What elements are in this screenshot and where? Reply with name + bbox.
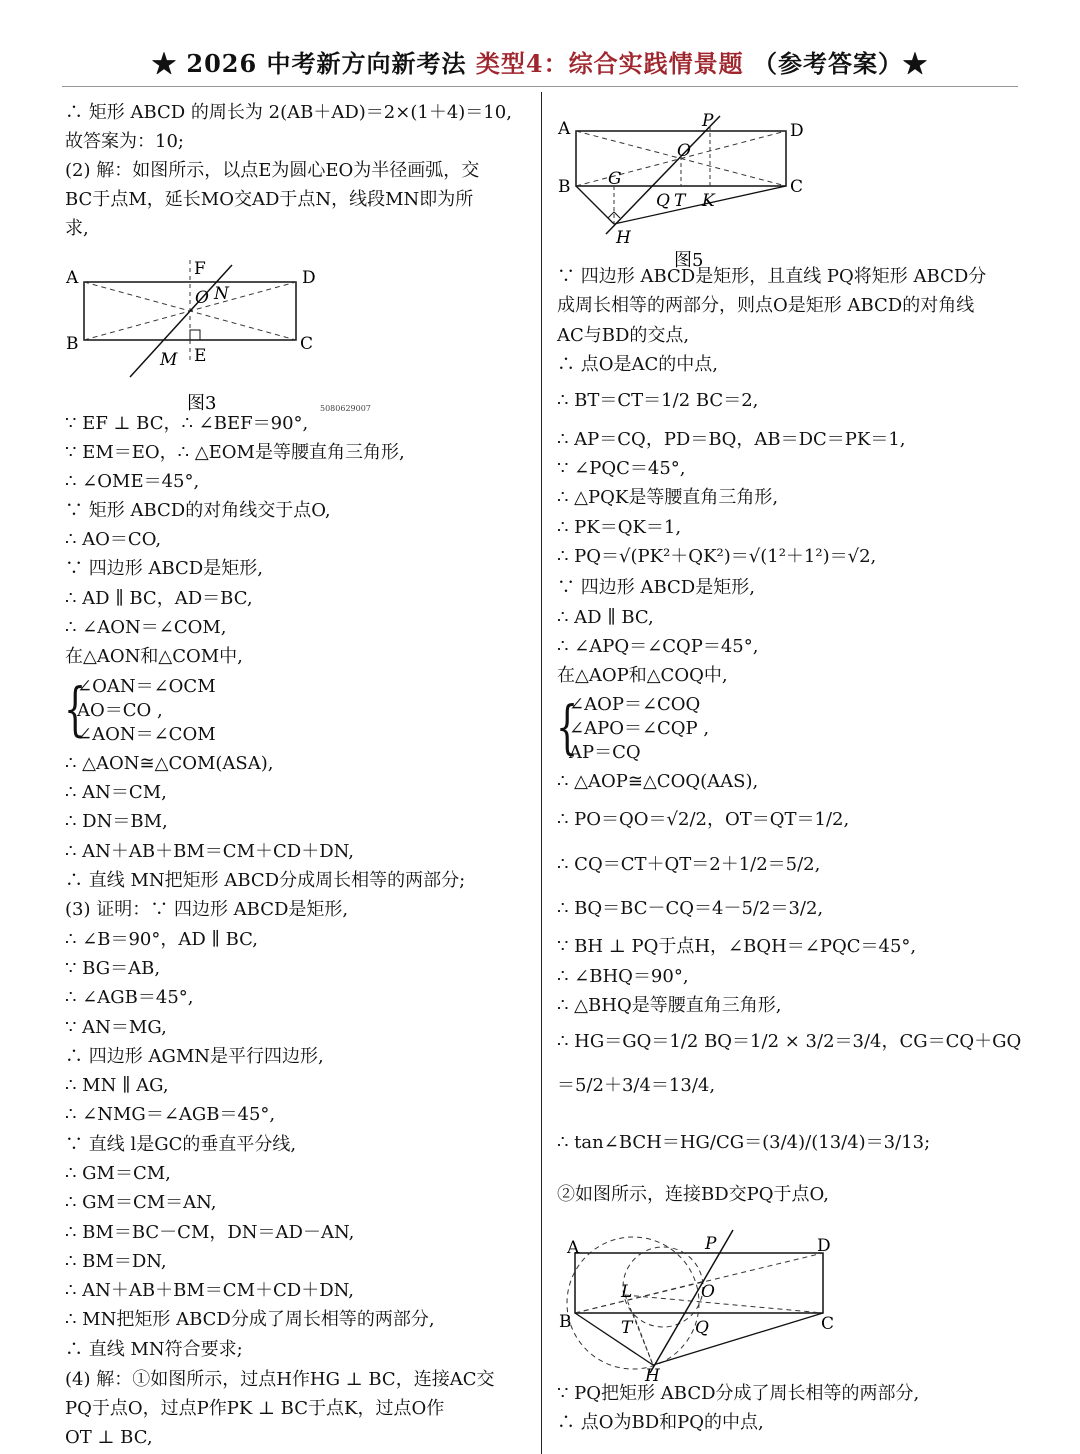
left-column-line: ∴ ∠OME＝45°, bbox=[65, 471, 200, 492]
right-column-line: ＝5/2＋3/4＝13/4, bbox=[557, 1075, 716, 1096]
fig3-label-n: N bbox=[214, 284, 229, 304]
fig3-label-e: E bbox=[194, 346, 207, 366]
fig3-label-b: B bbox=[66, 334, 79, 354]
right-column-line: ∵ 四边形 ABCD是矩形, bbox=[557, 577, 755, 598]
right-column-line: ∴ ∠APQ＝∠CQP＝45°, bbox=[557, 636, 759, 657]
fig3-label-c: C bbox=[300, 334, 314, 354]
fig6-label-c: C bbox=[821, 1314, 835, 1334]
right-column-line: 在△AOP和△COQ中, bbox=[557, 665, 728, 686]
fig5-line-pq bbox=[606, 116, 720, 234]
fig5-label-o: O bbox=[677, 141, 691, 161]
right-column-line: ∴ △PQK是等腰直角三角形, bbox=[557, 487, 779, 508]
figure-5 bbox=[550, 106, 820, 276]
left-column-line: ∴ AN＋AB＋BM＝CM＋CD＋DN, bbox=[65, 841, 354, 862]
left-column-line: OT ⊥ BC, bbox=[65, 1427, 153, 1448]
left-column-line: ∴ AN＋AB＋BM＝CM＋CD＋DN, bbox=[65, 1280, 354, 1301]
figure-3 bbox=[62, 255, 372, 420]
right-column-line: ∴ AD ∥ BC, bbox=[557, 607, 654, 628]
page-header bbox=[0, 44, 1080, 79]
right-column-line: ∵ PQ把矩形 ABCD分成了周长相等的两部分, bbox=[557, 1383, 920, 1404]
right-column-line: ∴ AP＝CQ，PD＝BQ，AB＝DC＝PK＝1, bbox=[557, 429, 906, 450]
right-column-line: AC与BD的交点, bbox=[557, 325, 690, 346]
left-column-line: ∵ EF ⊥ BC，∴ ∠BEF＝90°, bbox=[65, 413, 309, 434]
fig5-caption: 图5 bbox=[674, 250, 704, 271]
fig6-label-a: A bbox=[567, 1238, 580, 1258]
left-column-line: ∴ △AON≅△COM(ASA), bbox=[65, 753, 274, 774]
fig6-segment-lc bbox=[625, 1295, 823, 1313]
fig5-segment-hc bbox=[614, 186, 786, 224]
left-column-line: ∴ 四边形 AGMN是平行四边形, bbox=[65, 1046, 324, 1067]
right-column-line: ∴ PK＝QK＝1, bbox=[557, 517, 682, 538]
left-column-line: AO＝CO , bbox=[77, 700, 163, 721]
header-topic: 类型4：综合实践情景题 bbox=[475, 49, 744, 78]
header-tail: （参考答案）★ bbox=[752, 49, 928, 78]
right-column-line: ∴ CQ＝CT＋QT＝2＋1/2＝5/2, bbox=[557, 854, 821, 875]
fig6-label-t: T bbox=[621, 1318, 633, 1338]
right-column-line: ∴ △BHQ是等腰直角三角形, bbox=[557, 995, 782, 1016]
fig6-label-q: Q bbox=[695, 1318, 709, 1338]
left-column-line: ∴ BM＝DN, bbox=[65, 1251, 167, 1272]
left-column-line: (4) 解：①如图所示，过点H作HG ⊥ BC，连接AC交 bbox=[65, 1369, 495, 1390]
fig5-label-q: Q bbox=[656, 191, 670, 211]
header-rule bbox=[62, 86, 1018, 87]
right-column-line: ∵ ∠PQC＝45°, bbox=[557, 458, 686, 479]
left-column-line: ∵ 四边形 ABCD是矩形, bbox=[65, 558, 263, 579]
left-column-line: ∴ ∠AON＝∠COM, bbox=[65, 617, 227, 638]
fig6-label-o: O bbox=[701, 1282, 715, 1302]
left-column-line: ∴ MN把矩形 ABCD分成了周长相等的两部分, bbox=[65, 1309, 435, 1330]
right-column-line: ∴ 点O为BD和PQ的中点, bbox=[557, 1412, 764, 1433]
left-system-brace: { bbox=[64, 675, 87, 743]
right-column-line: ∠AOP＝∠COQ bbox=[569, 694, 701, 715]
figure-6 bbox=[555, 1225, 855, 1385]
fig3-label-m: M bbox=[160, 350, 178, 370]
left-column-line: ∴ 矩形 ABCD 的周长为 2(AB＋AD)＝2×(1＋4)＝10, bbox=[65, 102, 512, 123]
right-column-line: 成周长相等的两部分，则点O是矩形 ABCD的对角线 bbox=[557, 295, 975, 316]
fig3-right-angle bbox=[190, 330, 200, 340]
left-column-line: ∴ 直线 MN把矩形 ABCD分成周长相等的两部分; bbox=[65, 870, 466, 891]
left-column-line: ∵ 直线 l是GC的垂直平分线, bbox=[65, 1134, 297, 1155]
fig3-stamp: 5080629007 bbox=[320, 404, 371, 413]
fig6-circle-2 bbox=[623, 1247, 703, 1327]
left-column-line: ∴ 直线 MN符合要求; bbox=[65, 1339, 243, 1360]
fig3-caption: 图3 bbox=[187, 393, 217, 414]
left-column-line: ∵ 矩形 ABCD的对角线交于点O, bbox=[65, 500, 331, 521]
fig6-label-h: H bbox=[645, 1366, 660, 1385]
left-column-line: 故答案为：10; bbox=[65, 131, 184, 152]
fig3-label-d: D bbox=[302, 268, 316, 288]
right-column-line: ∵ BH ⊥ PQ于点H，∠BQH＝∠PQC＝45°, bbox=[557, 936, 917, 957]
left-column-line: ∴ AN＝CM, bbox=[65, 782, 167, 803]
column-divider bbox=[541, 92, 542, 1454]
right-column-line: ∴ BT＝CT＝1/2 BC＝2, bbox=[557, 390, 759, 411]
left-column-line: ∴ DN＝BM, bbox=[65, 811, 168, 832]
left-column-line: BC于点M，延长MO交AD于点N，线段MN即为所 bbox=[65, 189, 474, 210]
left-column-line: PQ于点O，过点P作PK ⊥ BC于点K，过点O作 bbox=[65, 1398, 445, 1419]
right-column-line: ∴ 点O是AC的中点, bbox=[557, 354, 718, 375]
left-column-line: ∴ ∠AGB＝45°, bbox=[65, 987, 194, 1008]
left-column-line: 在△AON和△COM中, bbox=[65, 646, 243, 667]
fig6-label-b: B bbox=[559, 1312, 572, 1332]
fig5-label-a: A bbox=[558, 119, 571, 139]
right-column-line: ∴ HG＝GQ＝1/2 BQ＝1/2 × 3/2＝3/4，CG＝CQ＋GQ bbox=[557, 1031, 1022, 1052]
left-column-line: (2) 解：如图所示，以点E为圆心EO为半径画弧，交 bbox=[65, 160, 480, 181]
left-column-line: ∴ AD ∥ BC，AD＝BC, bbox=[65, 588, 253, 609]
fig6-label-p: P bbox=[705, 1234, 717, 1254]
fig6-segment-bo bbox=[575, 1281, 705, 1313]
left-column-line: 求, bbox=[65, 218, 89, 239]
left-column-line: ∠OAN＝∠OCM bbox=[77, 676, 216, 697]
fig3-label-o: O bbox=[195, 288, 209, 308]
fig6-circle-1 bbox=[567, 1237, 699, 1369]
fig6-segment-th bbox=[633, 1313, 653, 1365]
left-column-line: ∴ ∠B＝90°，AD ∥ BC, bbox=[65, 929, 258, 950]
left-column-line: ∠AON＝∠COM bbox=[77, 724, 216, 745]
left-column-line: ∴ AO＝CO, bbox=[65, 529, 162, 550]
right-column-line: ∴ △AOP≅△COQ(AAS), bbox=[557, 771, 759, 792]
right-column-line: ∠APO＝∠CQP , bbox=[569, 718, 710, 739]
fig5-label-g: G bbox=[608, 169, 622, 189]
right-column-line: ∴ BQ＝BC－CQ＝4－5/2＝3/2, bbox=[557, 898, 824, 919]
fig5-label-k: K bbox=[702, 191, 715, 211]
header-title: ★ 2026 中考新方向新考法 bbox=[152, 49, 467, 78]
left-column-line: ∴ GM＝CM＝AN, bbox=[65, 1192, 217, 1213]
left-column-line: ∴ MN ∥ AG, bbox=[65, 1075, 169, 1096]
left-column-line: ∴ BM＝BC－CM，DN＝AD－AN, bbox=[65, 1222, 355, 1243]
left-column-line: ∴ ∠NMG＝∠AGB＝45°, bbox=[65, 1104, 276, 1125]
left-column-line: ∵ EM＝EO，∴ △EOM是等腰直角三角形, bbox=[65, 442, 405, 463]
fig5-label-b: B bbox=[558, 177, 571, 197]
left-column-line: ∴ GM＝CM, bbox=[65, 1163, 171, 1184]
fig5-label-c: C bbox=[790, 177, 804, 197]
right-column-line: ②如图所示，连接BD交PQ于点O, bbox=[557, 1184, 829, 1205]
fig5-label-p: P bbox=[702, 111, 714, 131]
left-column-line: ∵ BG＝AB, bbox=[65, 958, 161, 979]
right-column-line: ∴ tan∠BCH＝HG/CG＝(3/4)/(13/4)＝3/13; bbox=[557, 1132, 931, 1153]
right-column-line: AP＝CQ bbox=[569, 742, 641, 763]
right-column-line: ∴ PO＝QO＝√2/2，OT＝QT＝1/2, bbox=[557, 809, 850, 830]
fig5-label-t: T bbox=[674, 191, 686, 211]
right-system-brace: { bbox=[556, 693, 579, 761]
fig5-label-h: H bbox=[616, 228, 631, 248]
fig6-label-l: L bbox=[621, 1282, 633, 1302]
fig6-segment-hc bbox=[653, 1313, 823, 1365]
left-column-line: (3) 证明：∵ 四边形 ABCD是矩形, bbox=[65, 899, 349, 920]
right-column-line: ∴ ∠BHQ＝90°, bbox=[557, 966, 689, 987]
fig6-label-d: D bbox=[817, 1236, 831, 1256]
fig3-label-a: A bbox=[66, 268, 79, 288]
right-column-line: ∵ 四边形 ABCD是矩形，且直线 PQ将矩形 ABCD分 bbox=[557, 266, 987, 287]
fig5-segment-bh bbox=[576, 186, 614, 224]
left-column-line: ∵ AN＝MG, bbox=[65, 1017, 167, 1038]
fig3-label-f: F bbox=[194, 259, 206, 279]
fig6-line-pq bbox=[650, 1230, 733, 1373]
right-column-line: ∴ PQ＝√(PK²＋QK²)＝√(1²＋1²)＝√2, bbox=[557, 546, 877, 567]
fig5-label-d: D bbox=[790, 121, 804, 141]
